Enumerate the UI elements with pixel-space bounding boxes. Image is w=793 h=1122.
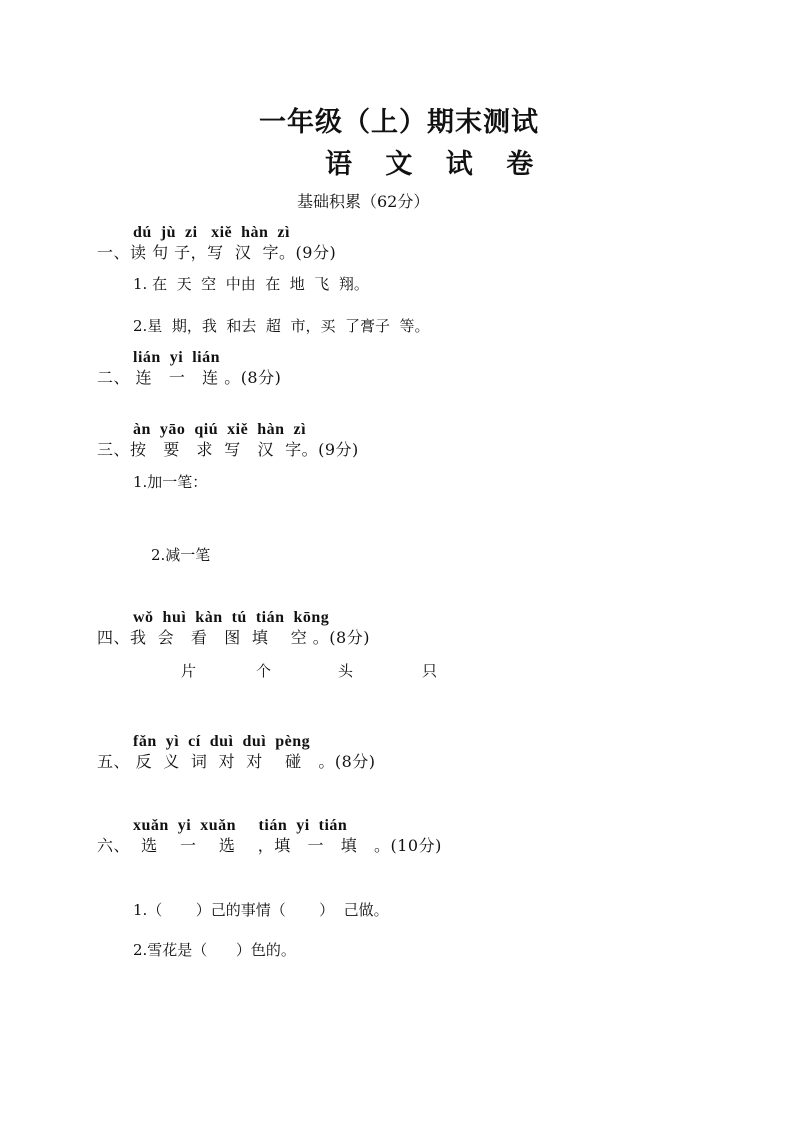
q4-pinyin: wǒ huì kàn tú tián kōng — [133, 609, 330, 626]
q3-pinyin: àn yāo qiú xiě hàn zì — [133, 421, 307, 438]
q6-item-1: 1.（ ）己的事情（ ） 己做。 — [133, 901, 389, 919]
q4-heading: 四、我 会 看 图 填 空 。(8分) — [97, 628, 370, 647]
q1-item-2: 2.星 期，我 和去 超 市，买 了膏子 等。 — [133, 317, 430, 335]
page-subtitle: 语 文 试 卷 — [325, 149, 546, 180]
measure-word: 个 — [256, 662, 272, 680]
page-title: 一年级（上）期末测试 — [259, 107, 539, 138]
q3-item-1: 1.加一笔： — [133, 473, 208, 491]
q2-pinyin: lián yi lián — [133, 349, 221, 366]
q6-heading: 六、 选 一 选 ，填 一 填 。(10分) — [97, 836, 442, 855]
q1-heading: 一、读 句 子，写 汉 字。(9分) — [97, 243, 337, 262]
measure-word: 头 — [338, 662, 354, 680]
q2-heading: 二、 连 一 连 。(8分) — [97, 368, 282, 387]
q3-heading: 三、按 要 求 写 汉 字。(9分) — [97, 440, 359, 459]
q1-item-1: 1. 在 天 空 中由 在 地 飞 翔。 — [133, 275, 369, 293]
section-heading: 基础积累（62分） — [297, 192, 430, 211]
q6-pinyin: xuǎn yi xuǎn tián yi tián — [133, 817, 348, 834]
measure-word: 片 — [181, 662, 197, 680]
q5-pinyin: fǎn yì cí duì duì pèng — [133, 733, 311, 750]
q6-item-2: 2.雪花是（ ）色的。 — [133, 941, 296, 959]
measure-word: 只 — [422, 662, 438, 680]
q3-item-2: 2.减一笔 — [151, 546, 211, 564]
q1-pinyin: dú jù zi xiě hàn zì — [133, 224, 290, 241]
q5-heading: 五、 反 义 词 对 对 碰 。(8分) — [97, 752, 376, 771]
